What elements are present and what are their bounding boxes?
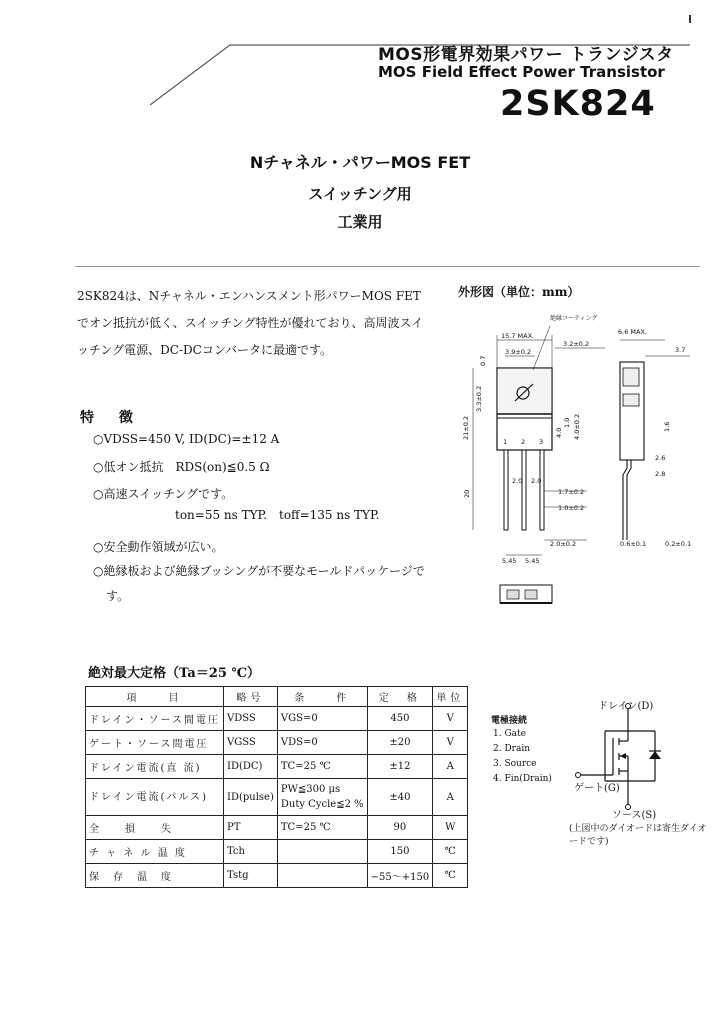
- dim-label: 2.0: [512, 477, 523, 485]
- table-row: [86, 707, 468, 731]
- feature-item: ○高速スイッチングです。: [93, 487, 234, 501]
- divider: [75, 266, 700, 267]
- row-condition-line: Duty Cycle≦2 %: [280, 799, 364, 810]
- table-header-row: [86, 687, 468, 707]
- row-item: ゲート・ソース間電圧: [86, 731, 224, 755]
- pin-item: 2. Drain: [493, 744, 531, 754]
- row-rating: ±20: [367, 731, 433, 755]
- row-symbol: Tstg: [224, 864, 278, 888]
- source-label: ソース(S): [612, 810, 657, 821]
- row-rating: ±12: [367, 755, 433, 779]
- dim-label: 1.0: [563, 417, 571, 428]
- dimensions-heading: 外形図（単位：mm）: [458, 285, 580, 299]
- table-row: [86, 731, 468, 755]
- dim-label: 6.6 MAX.: [618, 328, 647, 336]
- row-item: ドレイン・ソース間電圧: [86, 707, 224, 731]
- description: [77, 283, 437, 364]
- row-symbol: Tch: [224, 840, 278, 864]
- drain-label: ドレイン(D): [598, 701, 654, 712]
- pin-number: 3: [539, 438, 544, 446]
- row-condition-line: PW≦300 μs: [280, 784, 341, 795]
- subtitle-grade: 工業用: [337, 213, 383, 231]
- title-english: MOS Field Effect Power Transistor: [378, 63, 665, 81]
- pin-item: 1. Gate: [493, 729, 526, 739]
- package-outline-drawing: [455, 300, 720, 620]
- column-header-item: 項 目: [86, 687, 224, 707]
- subtitle-use: スイッチング用: [308, 185, 412, 203]
- dim-label: 2.6: [655, 454, 666, 462]
- row-item: 保 存 温 度: [86, 864, 224, 888]
- row-condition: VGS=0: [277, 707, 367, 731]
- part-number: 2SK824: [500, 84, 656, 124]
- row-unit: ℃: [433, 864, 468, 888]
- dim-label: 0.2±0.1: [665, 540, 692, 548]
- pin-item: 4. Fin(Drain): [493, 774, 552, 784]
- row-rating: 450: [367, 707, 433, 731]
- dim-label: 3.7: [675, 346, 686, 354]
- row-unit: V: [433, 707, 468, 731]
- column-header-symbol: 略号: [224, 687, 278, 707]
- dim-label: 0.7: [479, 355, 487, 366]
- row-rating: ±40: [367, 779, 433, 816]
- row-symbol: PT: [224, 816, 278, 840]
- row-unit: ℃: [433, 840, 468, 864]
- dim-label: 20: [463, 489, 471, 498]
- mosfet-symbol: [565, 693, 715, 823]
- row-item: 全 損 失: [86, 816, 224, 840]
- feature-item: ○VDSS=450 V, ID(DC)=±12 A: [93, 432, 280, 446]
- row-condition: [277, 840, 367, 864]
- row-rating: −55〜+150: [367, 864, 433, 888]
- table-row: [86, 779, 468, 816]
- feature-item-continued: す。: [106, 589, 130, 603]
- row-unit: A: [433, 779, 468, 816]
- gate-label: ゲート(G): [574, 783, 620, 794]
- diode-note: (上図中のダイオードは寄生ダイオードです): [569, 824, 707, 847]
- row-condition: [277, 779, 367, 816]
- dim-label: 1.7±0.2: [558, 488, 585, 496]
- pin-item: 3. Source: [493, 759, 537, 769]
- row-symbol: VDSS: [224, 707, 278, 731]
- description-line: 2SK824は、Nチャネル・エンハンスメント形パワーMOS FET: [77, 289, 421, 303]
- description-line: ッチング電源、DC-DCコンバータに最適です。: [77, 343, 333, 357]
- row-unit: W: [433, 816, 468, 840]
- dim-label: 1.6: [663, 421, 671, 432]
- feature-item: ○低オン抵抗 RDS(on)≦0.5 Ω: [93, 460, 270, 474]
- table-row: [86, 816, 468, 840]
- row-unit: A: [433, 755, 468, 779]
- row-condition: TC=25 ℃: [277, 755, 367, 779]
- row-item: ドレイン電流(パルス): [86, 779, 224, 816]
- title-japanese: MOS形電界効果パワー トランジスタ: [378, 45, 674, 65]
- table-row: [86, 755, 468, 779]
- dim-label: 15.7 MAX.: [501, 332, 535, 340]
- row-unit: V: [433, 731, 468, 755]
- dim-label: 絶縁コーティング: [550, 315, 598, 322]
- feature-item-detail: ton=55 ns TYP. toff=135 ns TYP.: [175, 508, 380, 522]
- dim-label: 3.2±0.2: [563, 340, 590, 348]
- dim-label: 1.0±0.2: [558, 504, 585, 512]
- dim-label: 3.9±0.2: [505, 348, 532, 356]
- table-row: [86, 840, 468, 864]
- dim-label: 4.0: [555, 427, 563, 438]
- column-header-rating: 定 格: [367, 687, 433, 707]
- row-rating: 150: [367, 840, 433, 864]
- row-condition: [277, 864, 367, 888]
- pin-number: 1: [503, 438, 508, 446]
- column-header-condition: 条 件: [277, 687, 367, 707]
- dim-label: 2.8: [655, 470, 666, 478]
- description-line: でオン抵抗が低く、スイッチング特性が優れており、高周波スイ: [77, 316, 424, 330]
- pin-number: 2: [521, 438, 526, 446]
- dim-label: 5.45: [502, 557, 517, 565]
- features-heading: 特 徴: [80, 410, 143, 426]
- column-header-unit: 単位: [433, 687, 468, 707]
- dim-label: 4.0±0.2: [573, 413, 581, 440]
- dim-label: 5.45: [525, 557, 540, 565]
- subtitle-type: Nチャネル・パワーMOS FET: [249, 153, 471, 172]
- table-row: [86, 864, 468, 888]
- row-condition: VDS=0: [277, 731, 367, 755]
- dim-label: 2.0: [531, 477, 542, 485]
- pin-connection-heading: 電極接続: [491, 716, 528, 726]
- row-item: ドレイン電流(直 流): [86, 755, 224, 779]
- dim-label: 21±0.2: [462, 415, 470, 440]
- dim-label: 0.6±0.1: [620, 540, 647, 548]
- row-condition: TC=25 ℃: [277, 816, 367, 840]
- absolute-max-ratings-table: [85, 686, 468, 888]
- row-item: チ ャ ネ ル 温 度: [86, 840, 224, 864]
- feature-item: ○絶縁板および絶縁ブッシングが不要なモールドパッケージで: [93, 564, 425, 578]
- ratings-heading: 絶対最大定格（Ta＝25 ℃）: [88, 666, 261, 681]
- dim-label: 3.3±0.2: [475, 385, 483, 412]
- row-symbol: VGSS: [224, 731, 278, 755]
- feature-item: ○安全動作領域が広い。: [93, 540, 224, 554]
- dim-label: 2.0±0.2: [550, 540, 577, 548]
- row-symbol: ID(pulse): [224, 779, 278, 816]
- row-symbol: ID(DC): [224, 755, 278, 779]
- row-rating: 90: [367, 816, 433, 840]
